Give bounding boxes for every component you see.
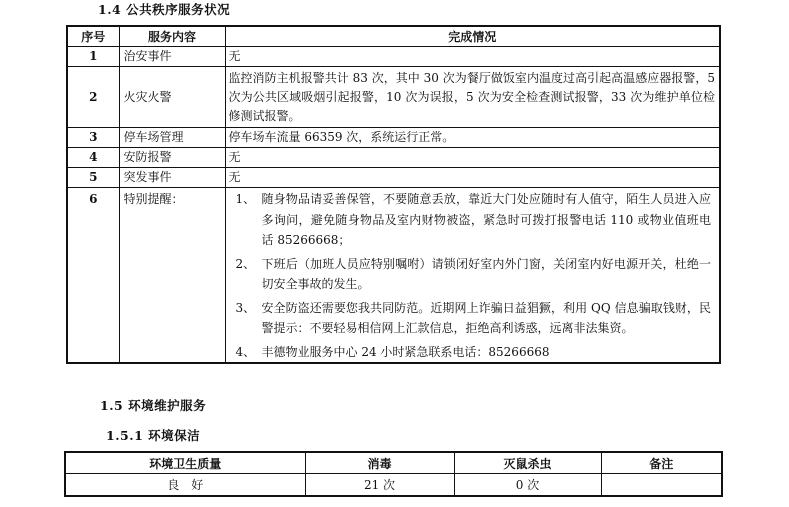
row-service: 停车场管理: [119, 128, 225, 148]
list-item-text: 下班后（加班人员应特别嘱咐）请锁闭好室内外门窗，关闭室内好电源开关，杜绝一切安全事故的发生。: [261, 256, 711, 291]
header-note: 备注: [601, 452, 722, 474]
row-service: 安防报警: [119, 148, 225, 168]
row-no: 6: [67, 188, 119, 364]
list-item: [236, 254, 712, 295]
table-row: [67, 148, 720, 168]
header-quality: 环境卫生质量: [65, 452, 305, 474]
cell-pest: 0 次: [454, 474, 601, 497]
row-service: 特别提醒：: [119, 188, 225, 364]
row-no: 1: [67, 47, 119, 67]
table-row: [67, 67, 720, 128]
row-result: 停车场车流量 66359 次，系统运行正常。: [225, 128, 720, 148]
row-no: 4: [67, 148, 119, 168]
cell-disinfect: 21 次: [305, 474, 454, 497]
row-result: 无: [225, 168, 720, 188]
row-service: 突发事件: [119, 168, 225, 188]
section-title-environment: 1.5 环境维护服务: [100, 398, 207, 413]
list-item-index: 1、: [235, 192, 256, 206]
row-service: 治安事件: [119, 47, 225, 67]
public-order-table: [66, 25, 721, 364]
table-row: [65, 474, 722, 497]
table-row-special: [67, 188, 720, 364]
cleaning-table: [64, 451, 723, 497]
list-item: [236, 189, 712, 251]
list-item-text: 随身物品请妥善保管，不要随意丢放，靠近大门处应随时有人值守，陌生人员进入应多询问，避免随身物品及室内财物被盗，紧急时可拨打报警电话 110 或物业值班电话 85266668；: [261, 192, 711, 247]
table-row: [67, 168, 720, 188]
row-no: 5: [67, 168, 119, 188]
row-result: 监控消防主机报警共计 83 次，其中 30 次为餐厅做饭室内温度过高引起高温感应器报警，5 次为公共区域吸烟引起报警，10 次为误报，5 次为安全检查测试报警，33 次为维护单位检修测试报警。: [228, 70, 715, 123]
header-disinfect: 消毒: [305, 452, 454, 474]
cell-quality: 良 好: [65, 474, 305, 497]
list-item-index: 2、: [235, 256, 256, 271]
list-item: [236, 342, 712, 363]
subsection-title-cleaning: 1.5.1 环境保洁: [106, 428, 201, 443]
header-no: 序号: [67, 26, 119, 47]
table-row: [67, 128, 720, 148]
list-item-text: 丰德物业服务中心 24 小时紧急联系电话：85266668: [261, 344, 550, 359]
reminder-list: [226, 188, 720, 362]
header-service: 服务内容: [119, 26, 225, 47]
list-item-index: 3、: [235, 300, 256, 315]
list-item: [236, 298, 712, 339]
table-row: [67, 47, 720, 67]
header-result: 完成情况: [225, 26, 720, 47]
list-item-index: 4、: [235, 344, 256, 359]
section-title-public-order: 1.4 公共秩序服务状况: [98, 2, 231, 17]
list-item-text: 安全防盗还需要您我共同防范。近期网上诈骗日益猖獗，利用 QQ 信息骗取钱财，民警提示：不要轻易相信网上汇款信息，拒绝高利诱惑，远离非法集资。: [261, 300, 711, 335]
header-pest: 灭鼠杀虫: [454, 452, 601, 474]
row-no: 2: [67, 67, 119, 128]
table-header-row: [65, 452, 722, 474]
cell-note: [601, 474, 722, 497]
row-no: 3: [67, 128, 119, 148]
row-result: 无: [225, 148, 720, 168]
table-header-row: [67, 26, 720, 47]
row-result: 无: [225, 47, 720, 67]
row-service: 火灾火警: [119, 67, 225, 128]
